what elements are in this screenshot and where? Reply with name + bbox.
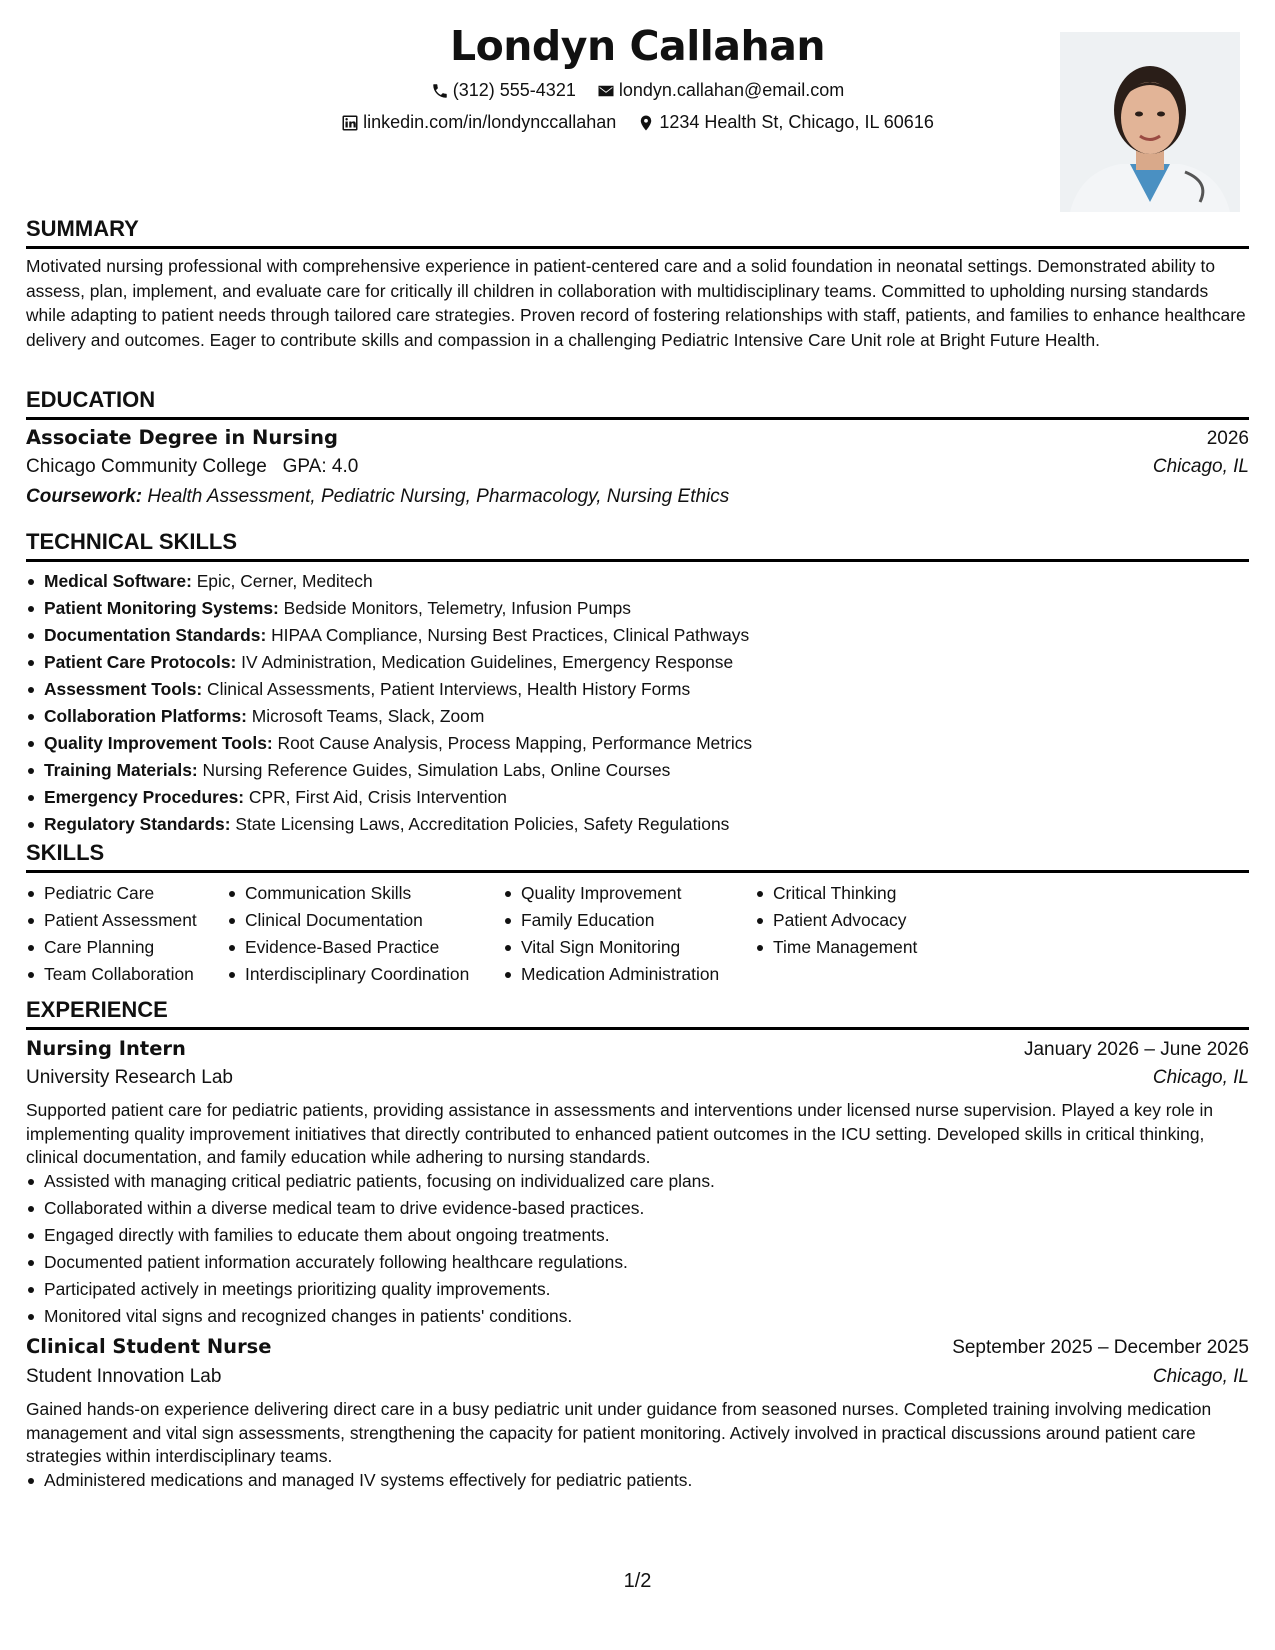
job-2-subheader xyxy=(26,1366,1249,1388)
coursework-list: Health Assessment, Pediatric Nursing, Pharmacology, Nursing Ethics xyxy=(147,486,730,507)
job-1-location: Chicago, IL xyxy=(1152,1067,1249,1088)
school-location: Chicago, IL xyxy=(1152,456,1249,477)
job-2-bullets xyxy=(26,1467,1267,1494)
experience-bullet: Monitored vital signs and recognized changes in patients' conditions. xyxy=(44,1303,1267,1330)
skill-item: Critical Thinking xyxy=(773,880,917,907)
technical-skill-value: Bedside Monitors, Telemetry, Infusion Pumps xyxy=(283,598,631,618)
skills-column-4 xyxy=(755,880,917,961)
skills-column-2 xyxy=(227,880,469,988)
technical-skill-item xyxy=(44,676,1267,703)
phone-text: (312) 555-4321 xyxy=(452,80,576,100)
resume-page xyxy=(26,0,1249,1650)
technical-skill-value: Microsoft Teams, Slack, Zoom xyxy=(251,706,485,726)
skills-column-3 xyxy=(503,880,719,988)
linkedin-icon xyxy=(341,114,359,132)
technical-skill-label: Documentation Standards: xyxy=(44,625,267,645)
technical-skill-label: Medical Software: xyxy=(44,571,192,591)
education-row-1 xyxy=(26,426,1249,450)
job-1-role: Nursing Intern xyxy=(26,1037,186,1060)
education-row-2 xyxy=(26,456,1249,478)
skills-heading: SKILLS xyxy=(26,840,1249,873)
experience-bullet: Administered medications and managed IV systems effectively for pediatric patients. xyxy=(44,1467,1267,1494)
job-1-bullets xyxy=(26,1168,1267,1330)
experience-heading: EXPERIENCE xyxy=(26,997,1249,1030)
experience-bullet: Documented patient information accurately following healthcare regulations. xyxy=(44,1249,1267,1276)
phone-icon xyxy=(431,82,449,100)
technical-skill-item xyxy=(44,622,1267,649)
degree-title: Associate Degree in Nursing xyxy=(26,426,338,449)
page-number: 1/2 xyxy=(623,1570,652,1592)
skill-item: Team Collaboration xyxy=(44,961,197,988)
technical-skill-item xyxy=(44,649,1267,676)
skill-item: Family Education xyxy=(521,907,719,934)
map-pin-icon xyxy=(637,114,655,132)
technical-skill-value: HIPAA Compliance, Nursing Best Practices, Clinical Pathways xyxy=(271,625,750,645)
technical-skill-label: Assessment Tools: xyxy=(44,679,203,699)
experience-bullet: Engaged directly with families to educate them about ongoing treatments. xyxy=(44,1222,1267,1249)
job-2-header xyxy=(26,1335,1249,1359)
candidate-name: Londyn Callahan xyxy=(449,22,826,70)
technical-skill-label: Patient Monitoring Systems: xyxy=(44,598,279,618)
education-heading: EDUCATION xyxy=(26,387,1249,420)
technical-skill-label: Regulatory Standards: xyxy=(44,814,231,834)
technical-skill-value: IV Administration, Medication Guidelines, Emergency Response xyxy=(241,652,734,672)
technical-skill-label: Quality Improvement Tools: xyxy=(44,733,273,753)
skill-item: Pediatric Care xyxy=(44,880,197,907)
skill-item: Patient Advocacy xyxy=(773,907,917,934)
technical-skill-value: Epic, Cerner, Meditech xyxy=(196,571,373,591)
email-text: londyn.callahan@email.com xyxy=(618,80,845,100)
job-2-org: Student Innovation Lab xyxy=(26,1366,222,1387)
skill-item: Interdisciplinary Coordination xyxy=(245,961,469,988)
technical-skills-heading: TECHNICAL SKILLS xyxy=(26,529,1249,562)
skill-item: Clinical Documentation xyxy=(245,907,469,934)
technical-skill-item xyxy=(44,811,1267,838)
experience-bullet: Assisted with managing critical pediatric patients, focusing on individualized care plans. xyxy=(44,1168,1267,1195)
job-1-dates: January 2026 – June 2026 xyxy=(1023,1039,1249,1060)
summary-text: Motivated nursing professional with comprehensive experience in patient-centered care and a solid foundation in neonatal settings. Demonstrated ability to assess, plan, implement, and evaluate care for critically ill children in collaboration with multidisciplinary teams. Committed to upholding nursing standards while adapting to patient needs through tailored care strategies. Proven record of fostering relationships with staff, patients, and families to enhance healthcare delivery and outcomes. Eager to contribute skills and compassion in a challenging Pediatric Intensive Care Unit role at Bright Future Health. xyxy=(26,256,1246,350)
linkedin-contact[interactable] xyxy=(341,112,616,133)
technical-skill-value: State Licensing Laws, Accreditation Policies, Safety Regulations xyxy=(235,814,730,834)
job-2-dates: September 2025 – December 2025 xyxy=(952,1337,1249,1358)
school-name: Chicago Community College xyxy=(26,456,267,477)
technical-skill-item xyxy=(44,568,1267,595)
skill-item: Time Management xyxy=(773,934,917,961)
phone-contact xyxy=(431,80,576,101)
email-contact[interactable] xyxy=(597,80,844,101)
skill-item: Quality Improvement xyxy=(521,880,719,907)
skill-item: Patient Assessment xyxy=(44,907,197,934)
skills-grid xyxy=(26,880,1249,990)
technical-skill-label: Patient Care Protocols: xyxy=(44,652,237,672)
school-line xyxy=(26,456,358,478)
technical-skill-label: Emergency Procedures: xyxy=(44,787,245,807)
summary-heading: SUMMARY xyxy=(26,216,1249,249)
job-2-role: Clinical Student Nurse xyxy=(26,1335,272,1358)
skill-item: Medication Administration xyxy=(521,961,719,988)
gpa: GPA: 4.0 xyxy=(282,456,359,477)
technical-skill-item xyxy=(44,730,1267,757)
skills-column-1 xyxy=(26,880,197,988)
graduation-year: 2026 xyxy=(1206,428,1249,449)
technical-skill-label: Collaboration Platforms: xyxy=(44,706,247,726)
job-1-header xyxy=(26,1037,1249,1061)
technical-skill-value: Clinical Assessments, Patient Interviews, Health History Forms xyxy=(207,679,691,699)
experience-bullet: Participated actively in meetings prioritizing quality improvements. xyxy=(44,1276,1267,1303)
technical-skill-value: CPR, First Aid, Crisis Intervention xyxy=(248,787,507,807)
job-2-summary: Gained hands-on experience delivering direct care in a busy pediatric unit under guidance from seasoned nurses. Completed training involving medication management and vital sign assessments, strengthening the capacity for patient monitoring. Actively involved in practical discussions around patient care strategies within interdisciplinary teams. xyxy=(26,1399,1212,1466)
coursework-row xyxy=(26,486,1249,508)
technical-skill-value: Root Cause Analysis, Process Mapping, Performance Metrics xyxy=(277,733,753,753)
skill-item: Vital Sign Monitoring xyxy=(521,934,719,961)
skill-item: Evidence-Based Practice xyxy=(245,934,469,961)
technical-skill-value: Nursing Reference Guides, Simulation Labs, Online Courses xyxy=(202,760,671,780)
job-1-summary: Supported patient care for pediatric patients, providing assistance in assessments and interventions under licensed nurse supervision. Played a key role in implementing quality improvement initiatives that directly contributed to enhanced patient outcomes in the ICU setting. Developed skills in critical thinking, clinical documentation, and family education while adhering to nursing standards. xyxy=(26,1100,1214,1167)
job-1-subheader xyxy=(26,1067,1249,1089)
technical-skill-label: Training Materials: xyxy=(44,760,198,780)
experience-bullet: Collaborated within a diverse medical team to drive evidence-based practices. xyxy=(44,1195,1267,1222)
technical-skill-item xyxy=(44,757,1267,784)
technical-skills-list xyxy=(26,568,1267,838)
technical-skill-item xyxy=(44,703,1267,730)
profile-photo xyxy=(1060,32,1240,212)
coursework-label: Coursework: xyxy=(26,486,143,507)
address-text: 1234 Health St, Chicago, IL 60616 xyxy=(659,112,934,132)
address-contact xyxy=(637,112,934,133)
linkedin-text: linkedin.com/in/londynccallahan xyxy=(363,112,617,132)
skill-item: Communication Skills xyxy=(245,880,469,907)
envelope-icon xyxy=(597,82,615,100)
job-2-location: Chicago, IL xyxy=(1152,1366,1249,1387)
job-1-org: University Research Lab xyxy=(26,1067,233,1088)
technical-skill-item xyxy=(44,784,1267,811)
coursework-line xyxy=(26,486,729,508)
technical-skill-item xyxy=(44,595,1267,622)
skill-item: Care Planning xyxy=(44,934,197,961)
